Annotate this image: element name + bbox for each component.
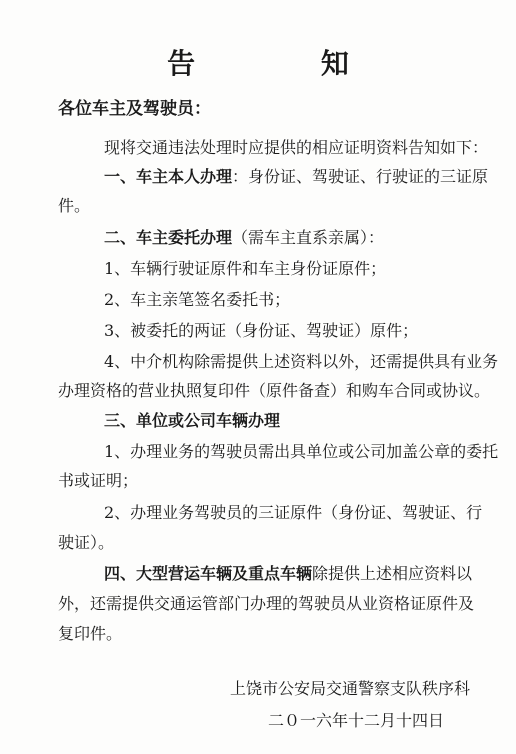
- section2-item3: 3、被委托的两证（身份证、驾驶证）原件；: [104, 321, 419, 340]
- section3-item2-line1: 2、办理业务驾驶员的三证原件（身份证、驾驶证、行: [104, 503, 483, 522]
- page-title: 告 知: [167, 47, 407, 80]
- signature-org: 上饶市公安局交通警察支队秩序科: [230, 679, 471, 698]
- section2-note: （需车主直系亲属）：: [232, 228, 385, 247]
- section4-heading: 四、大型营运车辆及重点车辆: [104, 564, 313, 583]
- intro-text: 现将交通违法处理时应提供的相应证明资料告知如下：: [104, 138, 489, 157]
- section4-line2: 外，还需提供交通运管部门办理的驾驶员从业资格证原件及: [58, 594, 475, 613]
- section2-heading: 二、车主委托办理: [104, 228, 233, 247]
- section1-heading: 一、车主本人办理: [104, 167, 233, 186]
- section2-item1: 1、车辆行驶证原件和车主身份证原件；: [104, 259, 387, 278]
- section2-header: [104, 228, 384, 248]
- section4-text: 除提供上述相应资料以: [312, 564, 473, 583]
- section3-item1-line2: 书或证明；: [58, 471, 139, 490]
- section3-item1-line1: 1、办理业务的驾驶员需出具单位或公司加盖公章的委托: [104, 442, 499, 461]
- section2-item2: 2、车主亲笔签名委托书；: [104, 290, 291, 309]
- section2-item4-line2: 办理资格的营业执照复印件（原件备查）和购车合同或协议。: [58, 381, 491, 400]
- section3-item2-line2: 驶证）。: [58, 533, 115, 552]
- section1-line1: [104, 167, 488, 187]
- section3-heading: 三、单位或公司车辆办理: [104, 411, 281, 430]
- salutation: 各位车主及驾驶员：: [58, 99, 211, 119]
- section4-line1: [104, 564, 472, 584]
- signature-date: 二０一六年十二月十四日: [268, 711, 445, 730]
- section1-text: ：身份证、驾驶证、行驶证的三证原: [232, 167, 489, 186]
- section2-item4-line1: 4、中介机构除需提供上述资料以外，还需提供具有业务: [104, 352, 499, 371]
- section1-line2: 件。: [58, 196, 91, 215]
- section4-line3: 复印件。: [58, 624, 123, 643]
